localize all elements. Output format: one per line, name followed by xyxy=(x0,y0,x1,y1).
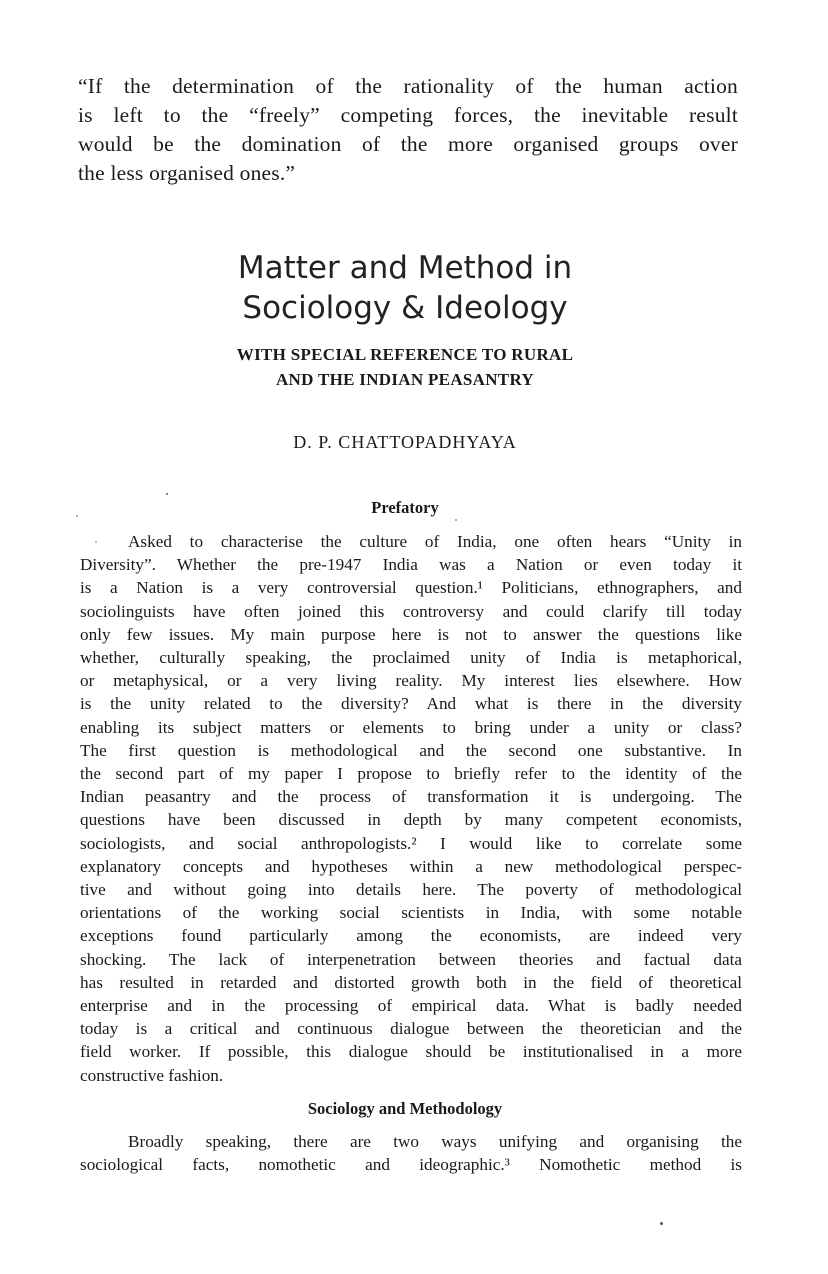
paragraph-line: questions have been discussed in depth by many competent economists, xyxy=(80,810,742,830)
paragraph-line: Asked to characterise the culture of India, one often hears “Unity in xyxy=(128,532,742,551)
epigraph-line: would be the domination of the more organised groups over xyxy=(78,132,738,156)
paragraph-line: orientations of the working social scientists in India, with some notable xyxy=(80,903,742,923)
paragraph-line: The first question is methodological and the second one substantive. In xyxy=(80,740,742,760)
epigraph-line: is left to the “freely” competing forces, the inevitable result xyxy=(78,103,738,127)
print-speck xyxy=(166,493,168,495)
paragraph-line: sociological facts, nomothetic and ideographic.³ Nomothetic method is xyxy=(80,1155,742,1175)
paragraph-line: only few issues. My main purpose here is not to answer the questions like xyxy=(80,624,742,644)
paragraph-line: today is a critical and continuous dialogue between the theoretician and the xyxy=(80,1019,742,1039)
article-subtitle xyxy=(150,342,660,392)
subtitle-line: AND THE INDIAN PEASANTRY xyxy=(275,370,535,389)
print-speck xyxy=(95,541,97,543)
paragraph-line: sociolinguists have often joined this controversy and could clarify till today xyxy=(80,601,742,621)
paragraph-line: Diversity”. Whether the pre-1947 India was a Nation or even today it xyxy=(80,555,742,575)
epigraph-line: the less organised ones.” xyxy=(78,161,296,185)
paragraph-line: sociologists, and social anthropologists.² I would like to correlate some xyxy=(80,833,742,853)
paragraph-line: or metaphysical, or a very living reality. My interest lies elsewhere. How xyxy=(80,671,742,691)
paragraph-line: field worker. If possible, this dialogue should be institutionalised in a more xyxy=(80,1042,742,1062)
paragraph-line: whether, culturally speaking, the proclaimed unity of India is metaphorical, xyxy=(80,648,742,668)
paragraph-line: enterprise and in the processing of empirical data. What is badly needed xyxy=(80,996,742,1016)
article-title xyxy=(150,248,660,328)
section-heading-prefatory: Prefatory xyxy=(371,498,439,517)
paragraph-line: is the unity related to the diversity? And what is there in the diversity xyxy=(80,694,742,714)
paragraph-line: enabling its subject matters or elements to bring under a unity or class? xyxy=(80,717,742,737)
subtitle-line: WITH SPECIAL REFERENCE TO RURAL xyxy=(236,345,574,364)
paragraph-line: Indian peasantry and the process of transformation it is undergoing. The xyxy=(80,787,742,807)
paragraph-prefatory xyxy=(80,530,742,1087)
paragraph-line: has resulted in retarded and distorted growth both in the field of theoretical xyxy=(80,972,742,992)
paragraph-line: constructive fashion. xyxy=(80,1065,224,1085)
paragraph-sociology-methodology xyxy=(80,1130,742,1176)
epigraph-quote xyxy=(78,72,738,188)
paragraph-line: the second part of my paper I propose to briefly refer to the identity of the xyxy=(80,764,742,784)
paragraph-line: shocking. The lack of interpenetration between theories and factual data xyxy=(80,949,742,969)
title-line: Matter and Method in xyxy=(237,250,573,286)
epigraph-line: “If the determination of the rationality of the human action xyxy=(78,74,738,98)
print-speck xyxy=(76,515,78,517)
title-line: Sociology & Ideology xyxy=(242,290,568,326)
author-name: D. P. CHATTOPADHYAYA xyxy=(293,432,517,452)
paragraph-line: explanatory concepts and hypotheses within a new methodological perspec- xyxy=(80,856,742,876)
paragraph-line: exceptions found particularly among the economists, are indeed very xyxy=(80,926,742,946)
print-speck xyxy=(455,519,457,521)
paragraph-line: is a Nation is a very controversial question.¹ Politicians, ethnographers, and xyxy=(80,578,742,598)
paragraph-line: tive and without going into details here. The poverty of methodological xyxy=(80,880,742,900)
section-heading-sociology-methodology: Sociology and Methodology xyxy=(307,1099,503,1118)
paragraph-line: Broadly speaking, there are two ways unifying and organising the xyxy=(128,1132,742,1151)
print-speck xyxy=(660,1222,663,1225)
